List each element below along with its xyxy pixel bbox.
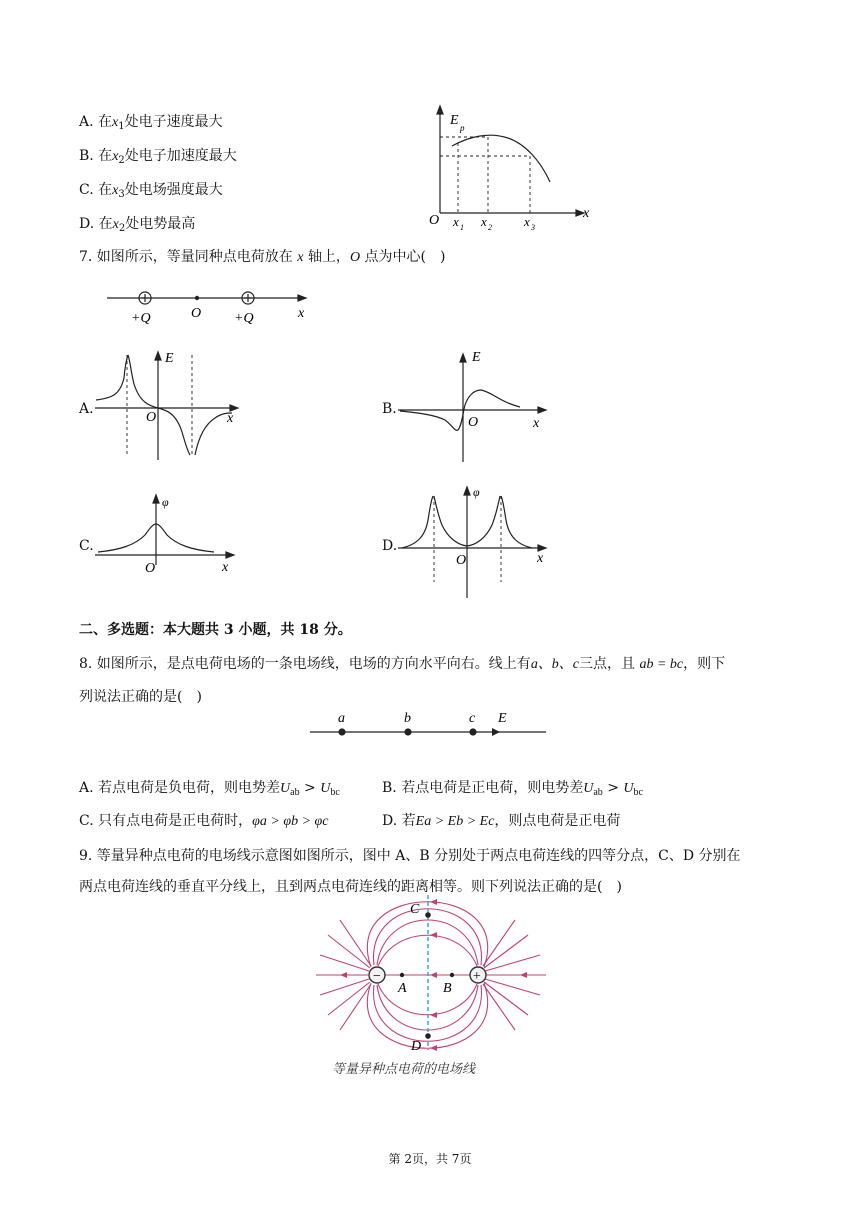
q6-option-c: C. 在$x_3$处电场强度最大	[79, 182, 223, 200]
q7-option-a-letter: A.	[79, 401, 94, 417]
q6-graph-x-label: x	[583, 206, 590, 221]
q7-option-c-y-label: φ	[162, 495, 169, 509]
q7-option-b-letter: B.	[382, 401, 397, 417]
q7-stem: 7. 如图所示，等量同种点电荷放在 x 轴上，O 点为中心( )	[79, 249, 446, 265]
q9-figure-caption: 等量异种点电荷的电场线	[332, 1061, 476, 1076]
q8-option-c: C. 只有点电荷是正电荷时，φa > φb > φc	[79, 813, 329, 829]
q7-option-a-origin: O	[146, 410, 157, 425]
q7-option-a-y-label: E	[165, 351, 174, 366]
section-heading: 二、多选题：本大题共 3 小题，共 18 分。	[79, 622, 352, 638]
q7-charge-right-label: +Q	[234, 311, 254, 326]
q8-stem-line1: 8. 如图所示，是点电荷电场的一条电场线，电场的方向水平向右。线上有a、b、c三点，且 ab = bc，则下	[79, 656, 726, 672]
q7-option-b-y-label: E	[472, 350, 481, 365]
q9-point-a-label: A	[398, 981, 407, 996]
q8-point-b-label: b	[404, 711, 411, 726]
q8-option-b: B. 若点电荷是正电荷，则电势差$U_{ab} > U_{bc}$	[382, 780, 643, 798]
q6-graph-tick-x2-sub: 2	[488, 223, 492, 232]
q7-option-b-origin: O	[468, 415, 479, 430]
q6-graph-tick-x1: x	[453, 214, 459, 229]
page-footer: 第 2页，共 7页	[388, 1152, 472, 1166]
q7-option-d-origin: O	[456, 553, 467, 568]
q7-option-d-letter: D.	[382, 538, 398, 554]
q6-option-d: D. 在$x_2$处电势最高	[79, 216, 196, 234]
q7-option-d-y-label: φ	[473, 485, 480, 499]
q7-option-b-x-label: x	[533, 416, 540, 431]
q9-point-c-label: C	[410, 902, 420, 917]
q9-stem-line2: 两点电荷连线的垂直平分线上，且到两点电荷连线的距离相等。则下列说法正确的是( )	[79, 879, 622, 895]
q7-option-c-x-label: x	[222, 560, 229, 575]
q7-axis-x-label: x	[298, 306, 305, 321]
q9-stem-line1: 9. 等量异种点电荷的电场线示意图如图所示，图中 A、B 分别处于两点电荷连线的四等分点，C、D 分别在	[79, 848, 741, 864]
q8-point-c-label: c	[469, 711, 476, 726]
q6-graph-origin: O	[429, 213, 440, 228]
q9-point-d-label: D	[411, 1039, 422, 1054]
q6-option-b: B. 在$x_2$处电子加速度最大	[79, 148, 237, 166]
q7-option-d-x-label: x	[537, 551, 544, 566]
q8-option-d: D. 若Ea > Eb > Ec，则点电荷是正电荷	[382, 813, 621, 829]
q6-graph-y-sub: p	[460, 123, 465, 133]
q6-graph-tick-x2: x	[481, 214, 487, 229]
q9-positive-charge-sign: +	[472, 969, 482, 984]
q8-point-a-label: a	[338, 711, 345, 726]
q7-charge-left-label: +Q	[131, 311, 151, 326]
q6-graph-tick-x3: x	[524, 214, 530, 229]
q7-center-label: O	[191, 306, 202, 321]
q6-graph-tick-x1-sub: 1	[460, 223, 464, 232]
q9-negative-charge-sign: −	[372, 969, 382, 984]
q7-option-a-x-label: x	[227, 411, 234, 426]
q8-stem-line2: 列说法正确的是( )	[79, 689, 202, 705]
q9-point-b-label: B	[443, 981, 452, 996]
q6-graph-tick-x3-sub: 3	[531, 223, 535, 232]
q6-graph-y-label: E	[450, 113, 459, 128]
q7-option-c-origin: O	[145, 561, 156, 576]
q6-option-a: A. 在$x_1$处电子速度最大	[79, 114, 223, 132]
q8-option-a: A. 若点电荷是负电荷，则电势差$U_{ab} > U_{bc}$	[79, 780, 340, 798]
q8-field-e-label: E	[498, 711, 507, 726]
q7-option-c-letter: C.	[79, 538, 94, 554]
